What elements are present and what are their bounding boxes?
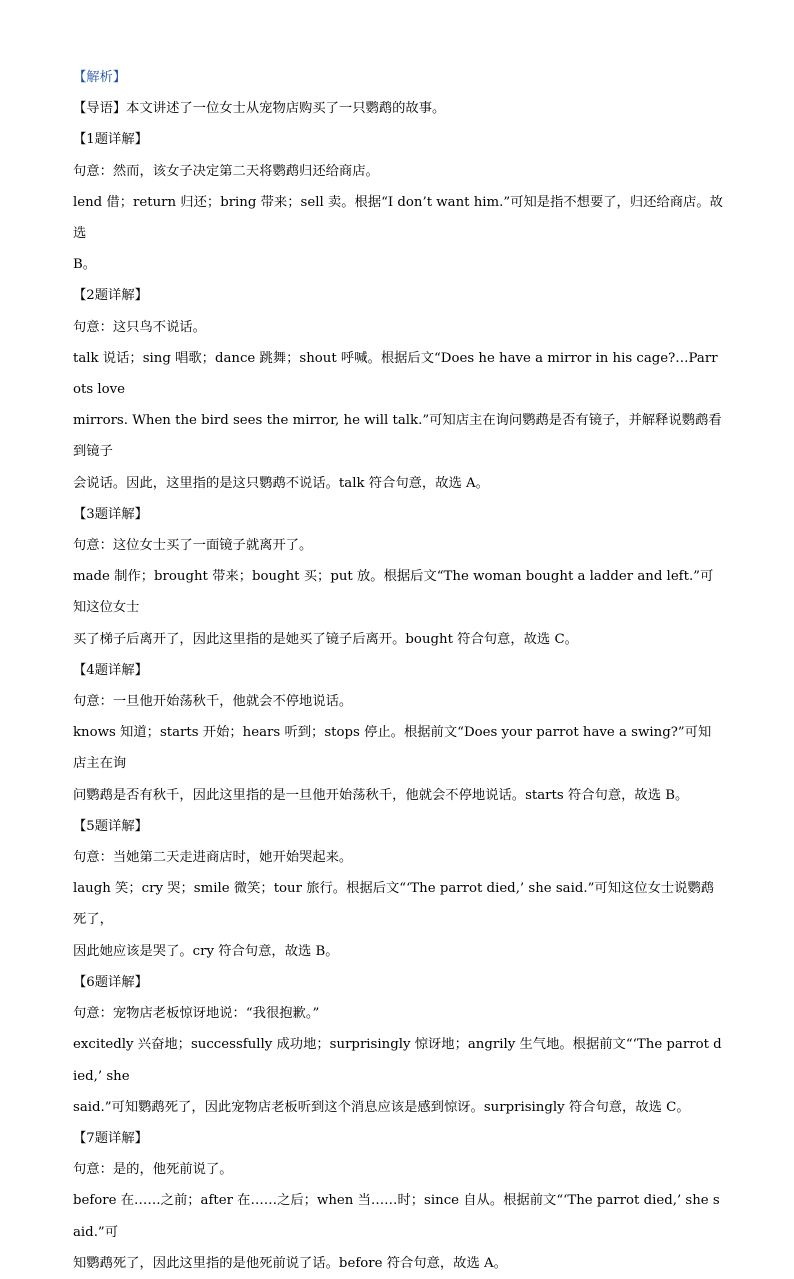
question-3-heading: 【3题详解】 (73, 506, 148, 522)
question-3-explanation-line-1: made 制作；brought 带来；bought 买；put 放。根据后文“The woman bought a ladder and left.”可知这位女士 (73, 569, 714, 616)
question-6-meaning: 句意：宠物店老板惊讶地说：“我很抱歉。” (73, 1006, 320, 1022)
question-2-meaning: 句意：这只鸟不说话。 (73, 319, 206, 335)
question-5-section (73, 811, 723, 967)
intro-text: 【导语】本文讲述了一位女士从宠物店购买了一只鹦鹉的故事。 (73, 101, 446, 117)
question-1-explanation-line-2: B。 (73, 257, 97, 273)
question-2-section (73, 280, 723, 498)
question-5-explanation-line-2: 因此她应该是哭了。cry 符合句意，故选 B。 (73, 943, 339, 959)
question-7-heading: 【7题详解】 (73, 1130, 148, 1146)
question-6-section (73, 967, 723, 1123)
question-6-heading: 【6题详解】 (73, 974, 148, 990)
question-1-meaning: 句意：然而，该女子决定第二天将鹦鹉归还给商店。 (73, 163, 379, 179)
question-7-meaning: 句意：是的，他死前说了。 (73, 1162, 233, 1178)
question-3-explanation-line-2: 买了梯子后离开了，因此这里指的是她买了镜子后离开。bought 符合句意，故选 C。 (73, 631, 578, 647)
question-5-meaning: 句意：当她第二天走进商店时，她开始哭起来。 (73, 850, 353, 866)
question-2-explanation-line-2: mirrors. When the bird sees the mirror, he will talk.”可知店主在询问鹦鹉是否有镜子，并解释说鹦鹉看到镜子 (73, 413, 722, 460)
question-6-explanation-line-2: said.”可知鹦鹉死了，因此宠物店老板听到这个消息应该是感到惊讶。surprisingly 符合句意，故选 C。 (73, 1099, 690, 1115)
question-1-explanation-line-1: lend 借；return 归还；bring 带来；sell 卖。根据“I don’t want him.”可知是指不想要了，归还给商店。故选 (73, 194, 723, 242)
question-6-explanation-line-1: excitedly 兴奋地；successfully 成功地；surprisingly 惊讶地；angrily 生气地。根据前文“‘The parrot died,’ she (73, 1037, 722, 1084)
question-2-explanation-line-3: 会说话。因此，这里指的是这只鹦鹉不说话。talk 符合句意，故选 A。 (73, 475, 489, 491)
question-4-section (73, 655, 723, 811)
question-2-heading: 【2题详解】 (73, 288, 148, 304)
question-7-explanation-line-2: 知鹦鹉死了，因此这里指的是他死前说了话。before 符合句意，故选 A。 (73, 1255, 507, 1271)
question-1-section (73, 124, 723, 280)
question-3-meaning: 句意：这位女士买了一面镜子就离开了。 (73, 538, 313, 554)
question-4-heading: 【4题详解】 (73, 662, 148, 678)
document-page (73, 62, 723, 1279)
analysis-label: 【解析】 (73, 70, 127, 85)
question-2-explanation-line-1: talk 说话；sing 唱歌；dance 跳舞；shout 呼喊。根据后文“Does he have a mirror in his cage?…Parrots love (73, 350, 718, 398)
question-5-explanation-line-1: laugh 笑；cry 哭；smile 微笑；tour 旅行。根据后文“‘The parrot died,’ she said.”可知这位女士说鹦鹉死了， (73, 881, 715, 928)
question-4-explanation-line-2: 问鹦鹉是否有秋千，因此这里指的是一旦他开始荡秋千，他就会不停地说话。starts 符合句意，故选 B。 (73, 787, 689, 803)
question-3-section (73, 499, 723, 655)
question-4-explanation-line-1: knows 知道；starts 开始；hears 听到；stops 停止。根据前文“Does your parrot have a swing?”可知店主在询 (73, 725, 712, 772)
question-1-heading: 【1题详解】 (73, 132, 148, 148)
question-7-explanation-line-1: before 在……之前；after 在……之后；when 当……时；since 自从。根据前文“‘The parrot died,’ she said.”可 (73, 1193, 720, 1240)
question-5-heading: 【5题详解】 (73, 818, 148, 834)
question-7-section (73, 1123, 723, 1279)
question-4-meaning: 句意：一旦他开始荡秋千，他就会不停地说话。 (73, 694, 353, 710)
